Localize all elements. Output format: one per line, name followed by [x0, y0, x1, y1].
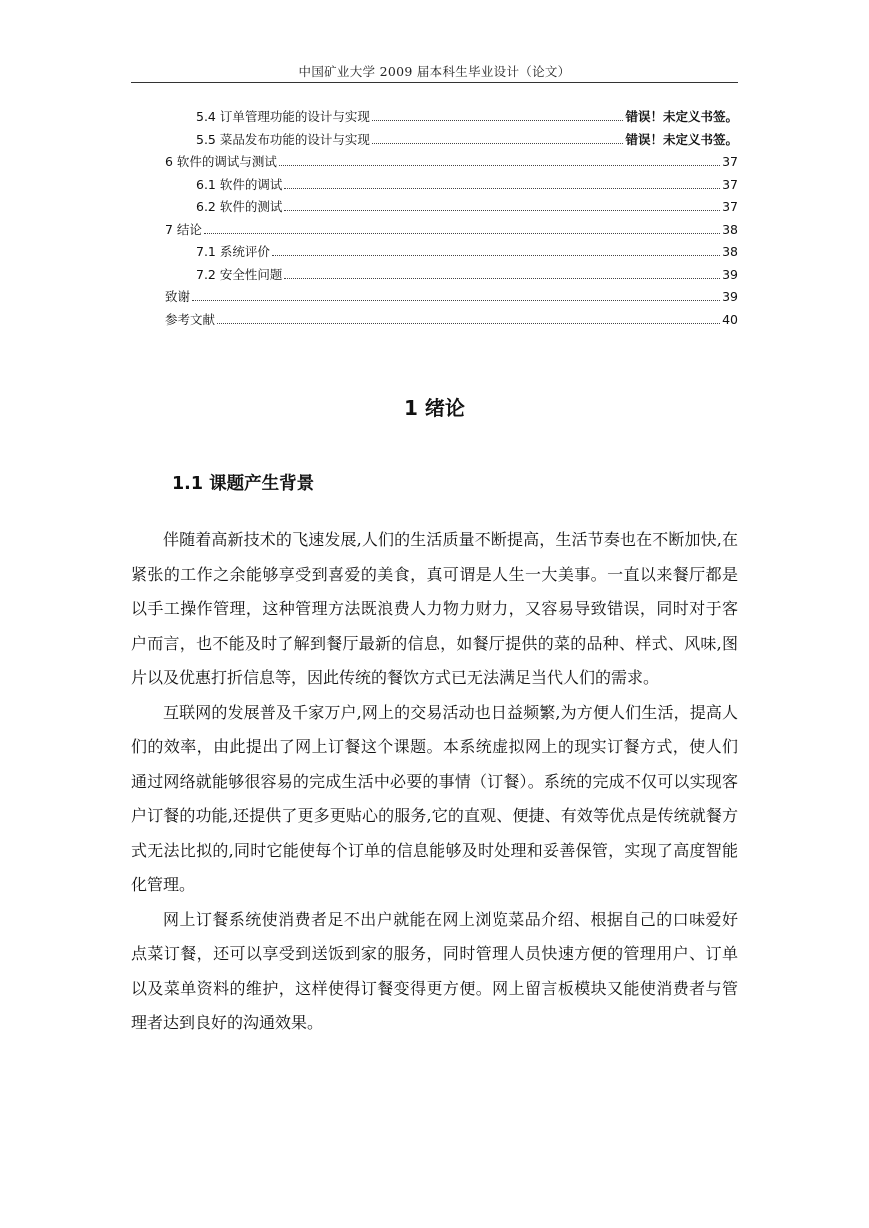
toc-dot-leader	[204, 233, 720, 234]
toc-dot-leader	[372, 143, 624, 144]
toc-entry[interactable]	[165, 264, 738, 287]
section-title: 1.1 课题产生背景	[172, 474, 315, 494]
toc-entry-title: 5.5 菜品发布功能的设计与实现	[196, 131, 370, 147]
toc-entry[interactable]	[165, 174, 738, 197]
toc-entry[interactable]	[165, 286, 738, 309]
body-paragraph: 伴随着高新技术的飞速发展,人们的生活质量不断提高，生活节奏也在不断加快,在紧张的工作之余能够享受到喜爱的美食，真可谓是人生一大美事。一直以来餐厅都是以手工操作管理，这种管理方法既浪费人力物力财力，又容易导致错误，同时对于客户而言，也不能及时了解到餐厅最新的信息，如餐厅提供的菜的品种、样式、风味,图片以及优惠打折信息等，因此传统的餐饮方式已无法满足当代人们的需求。	[131, 530, 738, 687]
toc-entry-page: 39	[722, 266, 738, 282]
toc-entry-title: 5.4 订单管理功能的设计与实现	[196, 109, 370, 124]
chapter-title: 1 绪论	[404, 396, 465, 420]
toc-entry-page: 38	[722, 221, 738, 237]
toc-entry-page: 40	[722, 311, 738, 327]
body-paragraph: 互联网的发展普及千家万户,网上的交易活动也日益频繁,为方便人们生活，提高人们的效率，由此提出了网上订餐这个课题。本系统虚拟网上的现实订餐方式，使人们通过网络就能够很容易的完成生活中必要的事情（订餐）。系统的完成不仅可以实现客户订餐的功能,还提供了更多更贴心的服务,它的直观、便捷、有效等优点是传统就餐方式无法比拟的,同时它能使每个订单的信息能够及时处理和妥善保管，实现了高度智能化管理。	[131, 702, 738, 894]
header-rule	[131, 82, 738, 83]
toc-entry[interactable]	[165, 129, 738, 152]
toc-dot-leader	[279, 165, 720, 166]
toc-dot-leader	[284, 278, 720, 279]
toc-dot-leader	[284, 188, 720, 189]
toc-entry-title: 7 结论	[165, 221, 202, 237]
table-of-contents	[165, 106, 738, 331]
toc-entry[interactable]	[165, 151, 738, 174]
toc-entry[interactable]	[165, 106, 738, 129]
toc-entry-page: 错误！未定义书签。	[625, 109, 738, 124]
body-paragraph: 网上订餐系统使消费者足不出户就能在网上浏览菜品介绍、根据自己的口味爱好点菜订餐，还可以享受到送饭到家的服务，同时管理人员快速方便的管理用户、订单以及菜单资料的维护，这样使得订餐变得更方便。网上留言板模块又能使消费者与管理者达到良好的沟通效果。	[131, 909, 738, 1032]
toc-dot-leader	[217, 323, 720, 324]
toc-entry-title: 7.2 安全性问题	[196, 266, 283, 282]
toc-entry-page: 错误！未定义书签。	[625, 131, 738, 147]
toc-dot-leader	[284, 210, 720, 211]
toc-entry[interactable]	[165, 309, 738, 332]
toc-entry-title: 6.2 软件的测试	[196, 199, 283, 214]
toc-entry-page: 37	[722, 176, 738, 192]
toc-entry-title: 参考文献	[165, 311, 216, 327]
toc-entry[interactable]	[165, 219, 738, 242]
toc-dot-leader	[192, 300, 720, 301]
running-header: 中国矿业大学 2009 届本科生毕业设计（论文）	[298, 64, 571, 79]
toc-entry-title: 6.1 软件的调试	[196, 176, 283, 192]
toc-entry-page: 39	[722, 289, 738, 304]
toc-dot-leader	[272, 255, 720, 256]
toc-entry-title: 7.1 系统评价	[196, 244, 270, 259]
toc-entry[interactable]	[165, 196, 738, 219]
toc-entry[interactable]	[165, 241, 738, 264]
body-text	[131, 523, 738, 1041]
toc-entry-title: 致谢	[165, 289, 191, 304]
toc-entry-page: 37	[722, 154, 738, 169]
toc-entry-page: 38	[722, 244, 738, 259]
toc-entry-page: 37	[722, 199, 738, 214]
toc-entry-title: 6 软件的调试与测试	[165, 154, 277, 169]
toc-dot-leader	[372, 120, 624, 121]
